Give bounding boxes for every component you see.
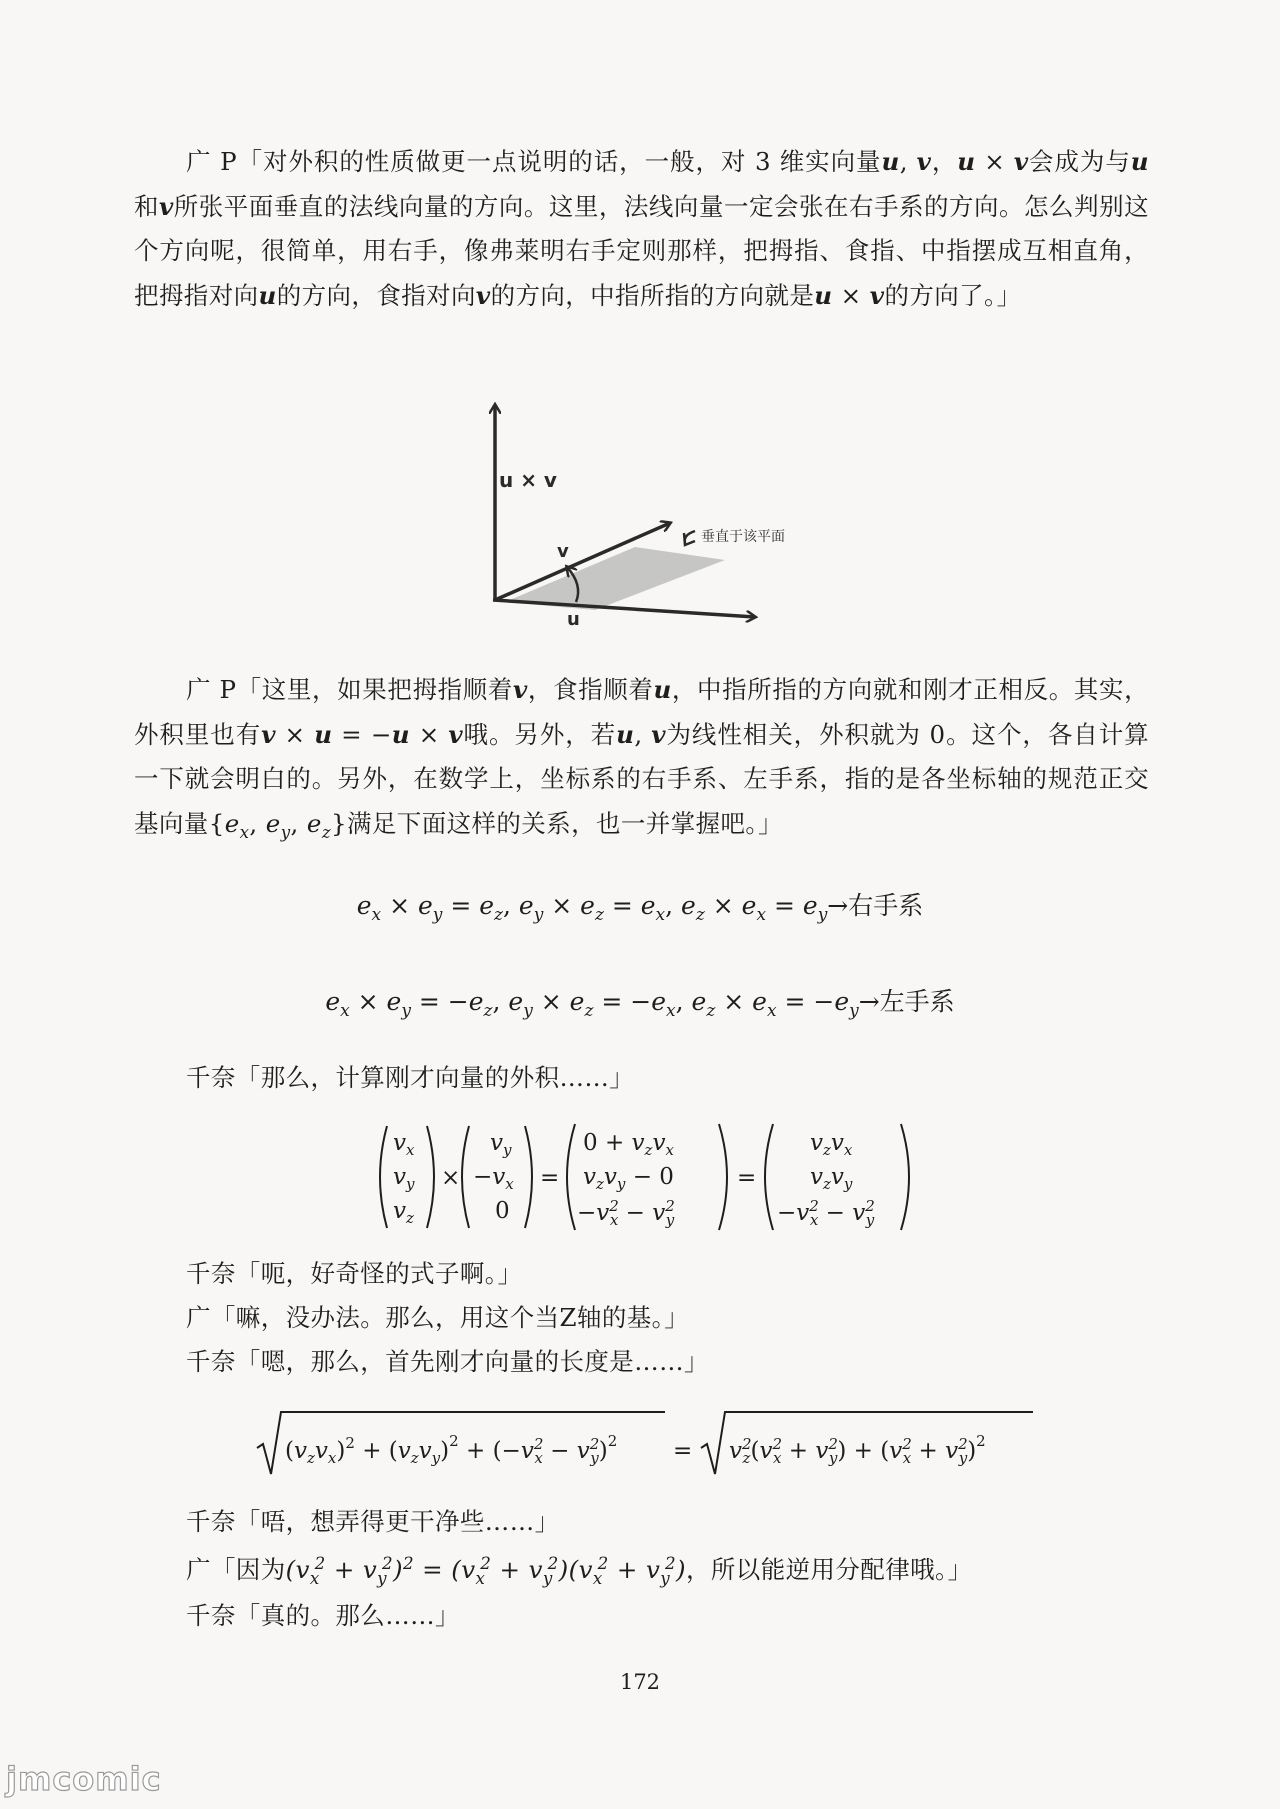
paragraph-2: 广 P「这里，如果把拇指顺着v，食指顺着u，中指所指的方向就和刚才正相反。其实，外积里也有v × u = −u × v哦。另外，若u, v为线性相关，外积就为 0。这个，各自计算一下就会明白的。另外，在数学上，坐标系的右手系、左手系，指的是各坐标轴的规范正交基向量{$e_x$, $e_y$, $e_z$}满足下面这样的关系，也一并掌握吧。」 bbox=[134, 675, 1150, 842]
dialogue-line-4: 千奈「嗯，那么，首先刚才向量的长度是……」 bbox=[186, 1347, 709, 1376]
right-hand-equation: $e_x \times e_y = e_z$, $e_y \times e_z = e_x$, $e_z \times e_x = e_y\to$右手系 bbox=[356, 891, 924, 925]
plane-note: 垂直于该平面 bbox=[701, 529, 785, 545]
svg-text:vy: $v_y$ bbox=[393, 1164, 415, 1193]
svg-text:v2z(v2x + v2y) + (v2x + v2y)2: $v^2$ $z(v^2$ $x + v^2$ $y) + (v^2$ $x + v^2$ y)$^2$ bbox=[729, 1432, 986, 1467]
cross-product-figure bbox=[455, 395, 835, 635]
left-hand-equation: $e_x \times e_y = -e_z$, $e_y \times e_z = -e_x$, $e_z \times e_x = -e_y\to$左手系 bbox=[325, 987, 955, 1021]
watermark-logo: jmcomic bbox=[6, 1760, 162, 1798]
page-number: 172 bbox=[619, 1670, 661, 1694]
dialogue-line-3: 广「嘛，没办法。那么，用这个当Z轴的基。」 bbox=[186, 1303, 690, 1332]
svg-text:−v2x − v2y: $-v^2$ $x - v^2$ y bbox=[777, 1197, 875, 1229]
svg-text:×: × bbox=[441, 1165, 461, 1191]
svg-text:vzvy − 0: $v_zv_y - 0$ bbox=[583, 1164, 674, 1193]
svg-text:=: = bbox=[737, 1165, 757, 1191]
dialogue-line-7: 千奈「真的。那么……」 bbox=[186, 1601, 460, 1630]
svg-text:0 + vzvx: $0 + v_zv_x$ bbox=[583, 1130, 674, 1159]
svg-text:=: = bbox=[673, 1438, 693, 1464]
svg-text:(vzvx)2 + (vzvy)2 + (−v2x − v2: $(v_zv_x)^2 + (v_zv_y)^2 + (-v^2$ $x - v^2$ y)$^2$ bbox=[285, 1432, 618, 1467]
svg-text:=: = bbox=[540, 1165, 560, 1191]
svg-text:vy: $v_y$ bbox=[490, 1130, 512, 1159]
svg-text:−v2x − v2y: $-v^2$ $x - v^2$ y bbox=[577, 1197, 675, 1229]
plane-shading bbox=[505, 547, 725, 610]
svg-text:vzvy: $v_zv_y$ bbox=[810, 1164, 853, 1193]
v-label: v bbox=[557, 541, 569, 562]
svg-text:0: 0 bbox=[495, 1198, 510, 1224]
svg-text:vzvx: $v_zv_x$ bbox=[810, 1130, 853, 1159]
dialogue-line-5: 千奈「唔，想弄得更干净些……」 bbox=[186, 1507, 560, 1536]
dialogue-line-2: 千奈「呃，好奇怪的式子啊。」 bbox=[186, 1259, 523, 1288]
dialogue-line-1: 千奈「那么，计算刚才向量的外积……」 bbox=[186, 1063, 635, 1092]
vector-length-equation bbox=[255, 1408, 1035, 1478]
svg-text:vz: $v_z$ bbox=[393, 1198, 414, 1227]
svg-text:−vx: $-v_x$ bbox=[473, 1164, 514, 1193]
uxv-label: u × v bbox=[499, 468, 557, 492]
u-label: u bbox=[567, 609, 580, 630]
svg-text:vx: $v_x$ bbox=[393, 1130, 415, 1159]
cross-product-matrix-equation bbox=[375, 1122, 915, 1232]
u-axis bbox=[493, 600, 755, 617]
paragraph-1: 广 P「对外积的性质做更一点说明的话，一般，对 3 维实向量u, v，u × v会成为与u和v所张平面垂直的法线向量的方向。这里，法线向量一定会张在右手系的方向。怎么判别这个方向呢，很简单，用右手，像弗莱明右手定则那样，把拇指、食指、中指摆成互相直角，把拇指对向u的方向，食指对向v的方向，中指所指的方向就是u × v的方向了。」 bbox=[134, 147, 1150, 310]
dialogue-line-6: 广「因为$(v_x^2 + v_y^2)^2 = (v_x^2 + v_y^2)(v_x^2 + v_y^2)$，所以能逆用分配律哦。」 bbox=[186, 1553, 973, 1588]
